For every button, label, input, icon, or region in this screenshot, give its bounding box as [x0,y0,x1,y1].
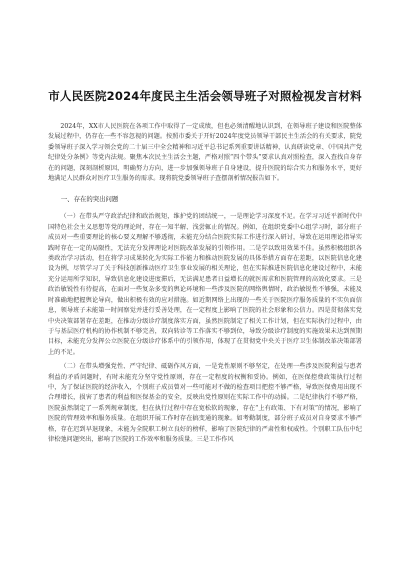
section-2-paragraph: （二）在带头增强党性、严守纪律、砥砺作风方面，一是党性原则不够坚定，在处理一些涉及医院利益与患者利益的矛盾问题时，有时未能充分坚守党性原则，存在一定程度的权衡和妥协。例如，在医保控费政策执行过程中，为了保证医院的经济收入，个别班子成员曾对一些可能对不做的检查项目把控不够严格，导致医保费用出现不合理增长，损害了患者的利益和医保基金的安全，反映出党性原则在实际工作中的动摇。二是纪律执行不够严格，医院虽然制定了一系列规章制度，但在执行过程中存在宽松软的现象，存在“上有政策、下有对策”的情况，影响了医院的管理效率和服务质量。在组织开展工作时存在搞变通的现象。如考勤制度，部分班子成员对自身要求不够严格，存在迟到早退现象，未能为全院职工树立良好的榜样，影响了医院纪律的严肃性和权威性。个别职工队伍中纪律松弛问题突出，影响了医院的工作效率和服务质量。三是工作作风 [48,363,362,443]
section-1-paragraph: （一）在带头严守政治纪律和政治规矩，维护党的团结统一，一是理论学习深度不足。在学习习近平新时代中国特色社会主义思想等党的理论时，存在一知半解、浅尝辄止的情况。例如，在组织党委中心组学习时，部分班子成员对一些重要理论的核心要义理解不够透彻，未能充分结合医院实际工作进行深入研讨，导致在运用理论指导实践时存在一定的局限性，无法充分发挥理论对医院改革发展的引领作用。二是学以致用效果不佳。虽然积极组织各类政治学习活动，但在将学习成果转化为实际工作能力和推动医院发展的具体举措方面存在差距，以医院信息化建设为例，尽管学习了关于科技创新推动医疗卫生事业发展的相关理论，但在实际推进医院信息化建设过程中，未能充分运用所学知识，导致信息化建设进度滞后，无法满足患者日益增长的就医需求和医院管理的高效化要求。三是政治敏锐性有待提高，在面对一些复杂多变的舆论环境和一些涉及医院的网络舆情时，政治敏锐性不够强，未能及时准确地把握舆论导向，做出积极有效的应对措施。如近期网络上出现的一些关于医院医疗服务质量的不实负面信息，领导班子未能第一时间察觉并进行妥善处理，在一定程度上影响了医院的社会形象和公信力。四是贯彻落实党中央决策部署存在差距，在推动分级诊疗制度落实方面，虽然医院制定了相关工作计划，但在实际执行过程中，由于与基层医疗机构的协作机制不够完善，双向转诊等工作落实不够到位，导致分级诊疗制度的实施效果未达到预期目标，未能充分发挥公立医院在分级诊疗体系中的引领作用，体现了在贯彻党中央关于医疗卫生体制改革决策部署上的不足。 [48,213,362,356]
intro-paragraph: 2024年，XX市人民医院在各项工作中取得了一定成绩，但也必须清醒地认识到，在领导班子建设和医院整体发展过程中，仍存在一些不容忽视的问题。按照市委关于开好2024年度党员领导干部民主生活会的有关要求，院党委领导班子深入学习领会党的二十届三中全会精神和习近平总书记系列重要讲话精神，认真研读党章、《中国共产党纪律处分条例》等党内法规。聚焦本次民主生活会主题，严格对照“四个带头”要求认真对照检查，深入查找自身存在的问题，深刻剖析原因，明确努力方向，进一步加强领导班子自身建设，提升医院的综合实力和服务水平，更好地满足人民群众对医疗卫生服务的需求。现将院党委领导班子查摆剖析情况报告如下。 [48,123,362,183]
document-title: 市人民医院2024年度民主生活会领导班子对照检视发言材料 [48,89,362,103]
section-heading: 一、存在的突出问题 [60,195,119,204]
